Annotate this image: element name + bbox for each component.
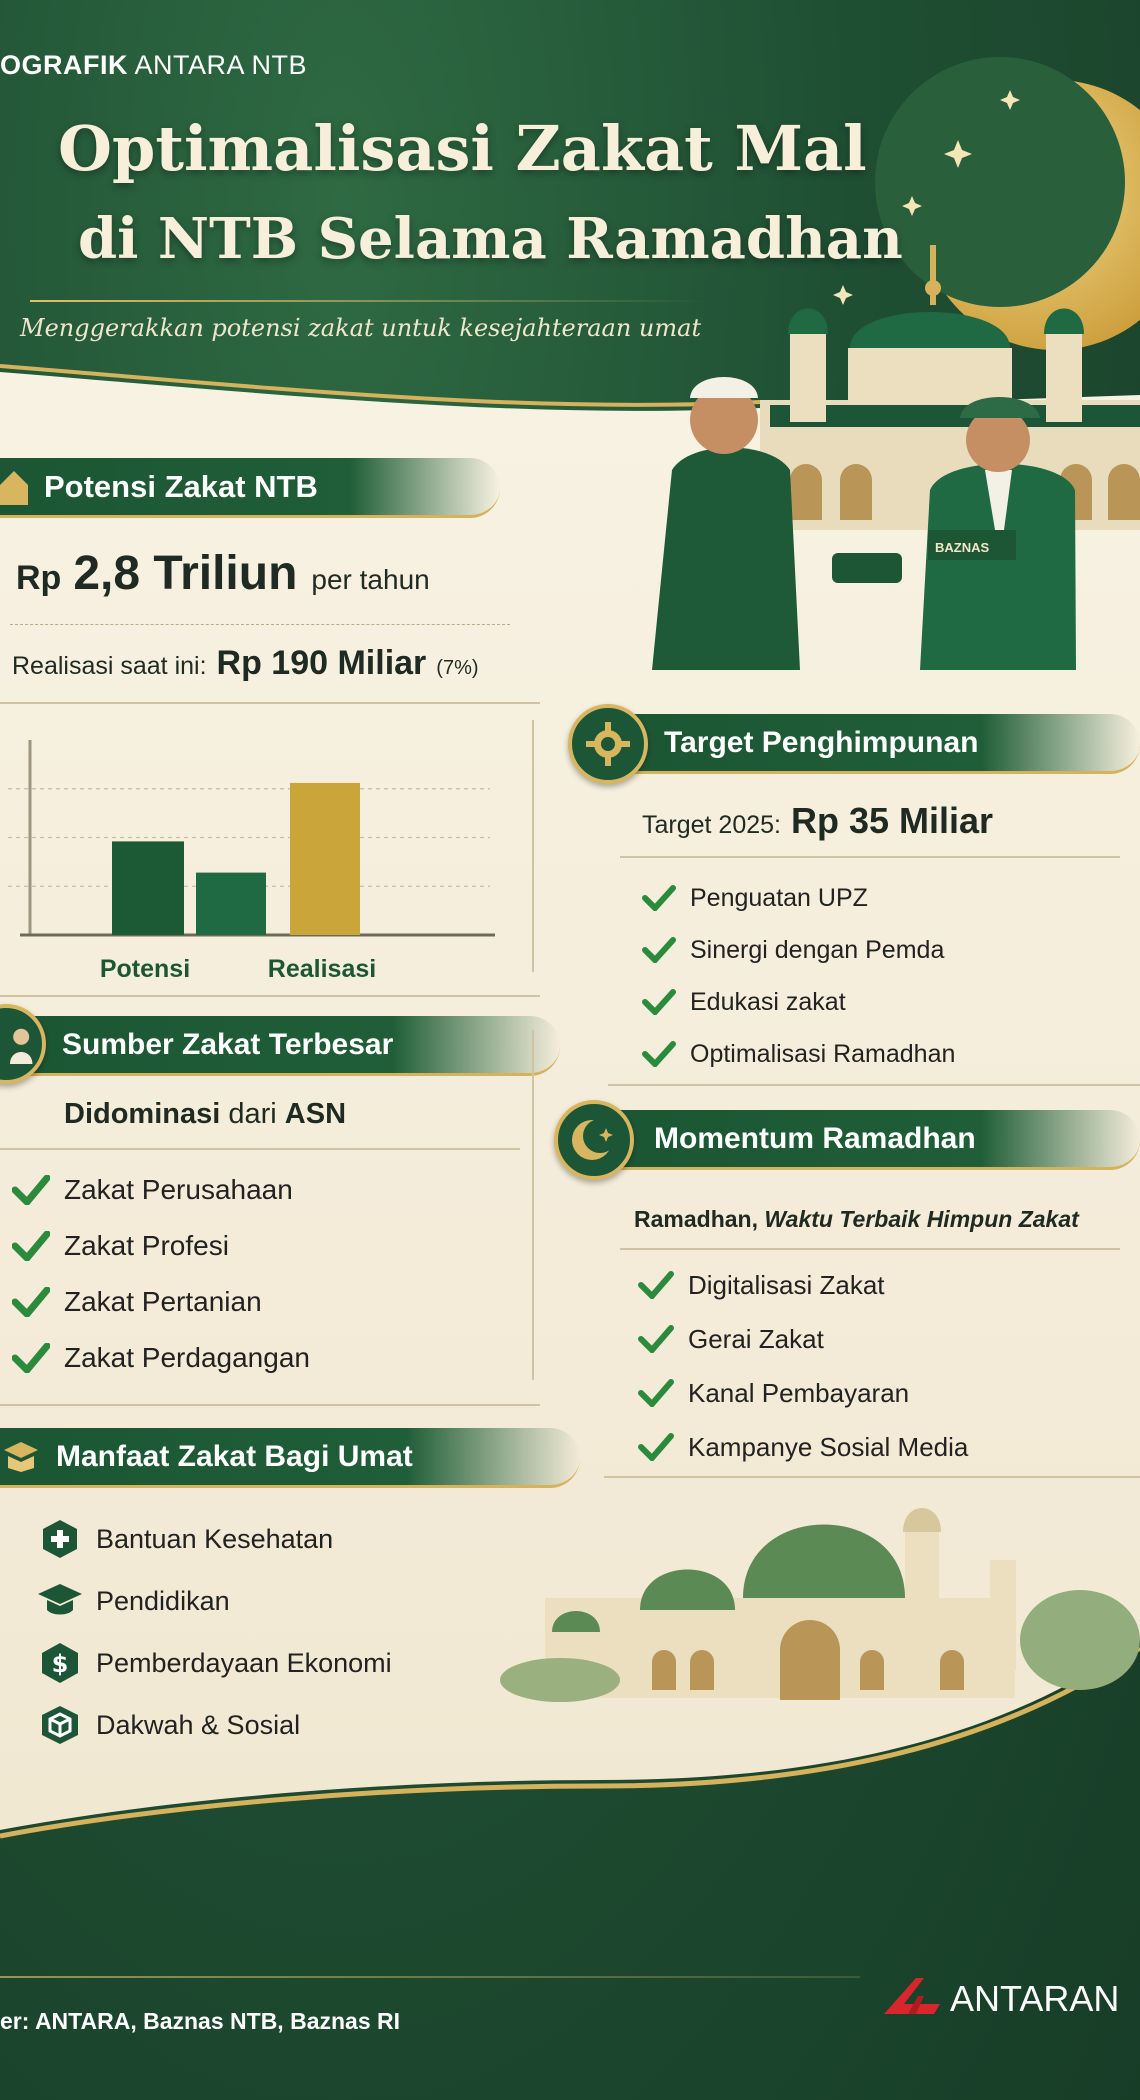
target-heading: Target Penghimpunan (664, 725, 979, 759)
manfaat-list (38, 1508, 392, 1756)
title-divider (30, 300, 710, 302)
box-icon (39, 1704, 81, 1746)
divider (10, 624, 510, 625)
sumber-banner (0, 1016, 560, 1076)
column-divider (532, 1030, 534, 1380)
check-icon (638, 1379, 674, 1407)
gear-badge (568, 704, 648, 784)
list-item: Zakat Profesi (12, 1218, 310, 1274)
dollar-icon (39, 1642, 81, 1684)
target-list (642, 872, 955, 1080)
check-icon (642, 1041, 676, 1067)
potensi-amount: Rp 2,8 Triliun per tahun (16, 547, 430, 600)
svg-text:$: $ (51, 1650, 69, 1678)
page-subtitle: Menggerakkan potensi zakat untuk kesejahteraan umat (20, 314, 702, 342)
list-item: Digitalisasi Zakat (638, 1258, 968, 1312)
list-item: Zakat Perdagangan (12, 1330, 310, 1386)
potensi-chart (0, 730, 530, 990)
momentum-heading: Momentum Ramadhan (654, 1121, 976, 1155)
potensi-heading: Potensi Zakat NTB (44, 468, 318, 504)
person-icon (10, 1019, 42, 1069)
check-icon (638, 1433, 674, 1461)
chart-bar (112, 841, 184, 935)
divider (620, 1248, 1120, 1250)
list-item: Edukasi zakat (642, 976, 955, 1028)
brand-label: OGRAFIK ANTARA NTB (0, 50, 308, 80)
manfaat-banner (0, 1428, 580, 1488)
momentum-banner (610, 1110, 1140, 1170)
crescent-icon (568, 1114, 620, 1166)
antara-logo-icon (878, 1974, 944, 2024)
list-item: Kampanye Sosial Media (638, 1420, 968, 1474)
check-icon (638, 1271, 674, 1299)
list-item: Bantuan Kesehatan (38, 1508, 392, 1570)
list-item: Optimalisasi Ramadhan (642, 1028, 955, 1080)
target-line: Target 2025: Rp 35 Miliar (642, 800, 994, 841)
momentum-lead: Ramadhan, Waktu Terbaik Himpun Zakat (634, 1206, 1079, 1232)
divider (0, 702, 540, 704)
list-item: Zakat Pertanian (12, 1274, 310, 1330)
list-item: Zakat Perusahaan (12, 1162, 310, 1218)
check-icon (642, 937, 676, 963)
realisasi-line: Realisasi saat ini: Rp 190 Miliar (7%) (12, 644, 479, 682)
page-title-line2: di NTB Selama Ramadhan (78, 206, 903, 272)
antara-logo: ANTARAN (878, 1974, 1119, 2024)
divider (0, 995, 540, 997)
column-divider (532, 720, 534, 972)
target-banner (612, 714, 1140, 774)
divider (0, 1148, 520, 1150)
divider (604, 1476, 1140, 1478)
potensi-banner (0, 458, 500, 518)
list-item: Sinergi dengan Pemda (642, 924, 955, 976)
chart-bar (196, 873, 266, 935)
divider (620, 856, 1120, 858)
divider (608, 1084, 1140, 1086)
list-item: $ Pemberdayaan Ekonomi (38, 1632, 392, 1694)
house-icon (0, 467, 30, 507)
gear-icon (584, 720, 632, 768)
sumber-lead: Didominasi dari ASN (64, 1098, 347, 1130)
check-icon (638, 1325, 674, 1353)
sumber-heading: Sumber Zakat Terbesar (62, 1027, 394, 1061)
check-icon (12, 1175, 50, 1205)
sumber-list (12, 1162, 310, 1386)
momentum-list (638, 1258, 968, 1474)
book-icon (4, 1442, 38, 1472)
list-item: Pendidikan (38, 1570, 392, 1632)
crescent-badge (554, 1100, 634, 1180)
chart-x-label: Realisasi (267, 955, 377, 983)
chart-bar (290, 783, 360, 935)
check-icon (12, 1343, 50, 1373)
footer-divider (0, 1976, 860, 1978)
graduation-cap-icon (38, 1584, 82, 1618)
list-item: Dakwah & Sosial (38, 1694, 392, 1756)
baznas-badge: BAZNAS (935, 540, 990, 555)
divider (0, 1404, 540, 1406)
check-icon (642, 885, 676, 911)
chart-x-label: Potensi (99, 955, 191, 983)
list-item: Gerai Zakat (638, 1312, 968, 1366)
footer-source: er: ANTARA, Baznas NTB, Baznas RI (0, 2008, 401, 2034)
health-icon (39, 1518, 81, 1560)
check-icon (642, 989, 676, 1015)
list-item: Kanal Pembayaran (638, 1366, 968, 1420)
check-icon (12, 1231, 50, 1261)
page-title: Optimalisasi Zakat Mal (58, 112, 867, 185)
manfaat-heading: Manfaat Zakat Bagi Umat (56, 1439, 413, 1473)
check-icon (12, 1287, 50, 1317)
list-item: Penguatan UPZ (642, 872, 955, 924)
